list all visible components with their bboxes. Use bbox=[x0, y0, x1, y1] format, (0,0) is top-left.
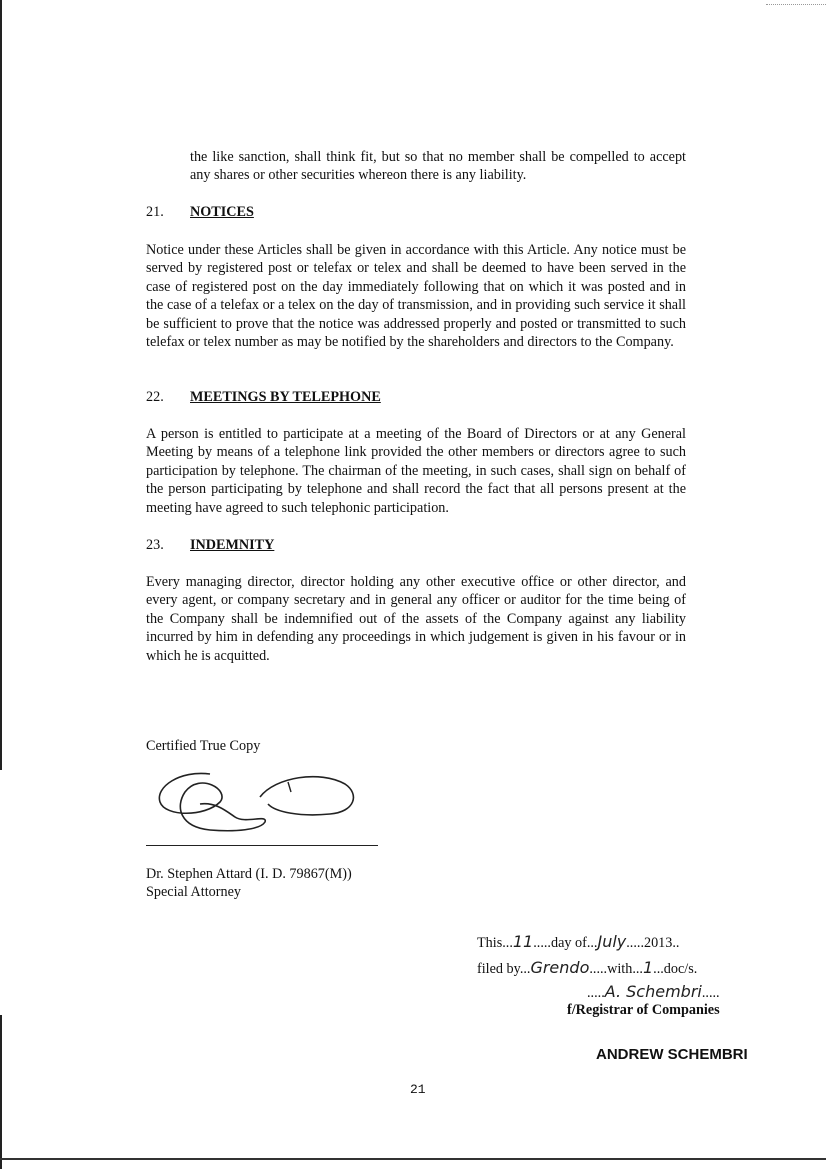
stamp-day-of: day of bbox=[550, 935, 587, 951]
section-number: 21. bbox=[146, 204, 164, 220]
continuation-paragraph: the like sanction, shall think fit, but so that no member shall be compelled to accept any shares or other securities whereon there is any liability. bbox=[190, 149, 686, 184]
signature-line bbox=[146, 845, 378, 846]
section-number: 22. bbox=[146, 389, 164, 405]
section-number: 23. bbox=[146, 537, 164, 553]
stamp-docs-suffix: doc/s. bbox=[663, 961, 698, 977]
registrar-name-stamp: ANDREW SCHEMBRI bbox=[596, 1046, 748, 1063]
stamp-year: 2013 bbox=[643, 935, 673, 951]
stamp-doc-count: 1 bbox=[642, 958, 654, 977]
section-title: MEETINGS BY TELEPHONE bbox=[190, 389, 381, 405]
meetings-paragraph: A person is entitled to participate at a meeting of the Board of Directors or at any General Meeting by means of a telephone link provided the other members or directors agree to such participation by telephone. The chairman of the meeting, in such cases, shall sign on behalf of the person participating by telephone and shall record the fact that all persons present at the meeting have agreed to such telephonic participation. bbox=[146, 426, 686, 516]
stamp-this: This bbox=[477, 935, 503, 951]
section-21-heading bbox=[146, 204, 254, 221]
stamp-filed-by: filed by bbox=[477, 961, 520, 977]
certified-label: Certified True Copy bbox=[146, 738, 261, 754]
stamp-day: 11 bbox=[512, 932, 534, 951]
stamp-filer: Grendo bbox=[530, 958, 590, 977]
page-corner-mark bbox=[766, 0, 826, 5]
registrar-signature: A. Schembri bbox=[604, 982, 702, 1001]
section-title: NOTICES bbox=[190, 204, 254, 220]
section-23-heading bbox=[146, 537, 274, 554]
section-22-heading bbox=[146, 389, 381, 406]
registrar-title: f/Registrar of Companies bbox=[567, 1002, 720, 1018]
section-title: INDEMNITY bbox=[190, 537, 275, 553]
page-number: 21 bbox=[410, 1082, 426, 1097]
notices-paragraph: Notice under these Articles shall be given in accordance with this Article. Any notice must be served by registered post or telefax or telex and shall be deemed to have been served in the case of registered post on the day immediately following that on which it was posted and in the case of a telefax or a telex on the day of transmission, and in providing such service it shall be sufficient to prove that the notice was addressed properly and posted or transmitted to such telefax or telex number as may be notified by the shareholders and directors to the Company. bbox=[146, 242, 686, 351]
page-left-edge-gap bbox=[0, 770, 3, 1015]
stamp-with: with bbox=[607, 961, 633, 977]
attorney-name: Dr. Stephen Attard (I. D. 79867(M)) bbox=[146, 866, 352, 882]
attorney-role: Special Attorney bbox=[146, 884, 241, 900]
indemnity-paragraph: Every managing director, director holding any other executive office or other director, and every agent, or company secretary and in general any officer or auditor for the time being of the Company shall be indemnified out of the assets of the Company against any liability incurred by him in defending any proceedings in which judgement is given in his favour or in which he is acquitted. bbox=[146, 574, 686, 664]
attorney-signature bbox=[150, 762, 360, 840]
page-bottom-edge bbox=[0, 1158, 826, 1160]
stamp-month: July bbox=[597, 932, 627, 951]
